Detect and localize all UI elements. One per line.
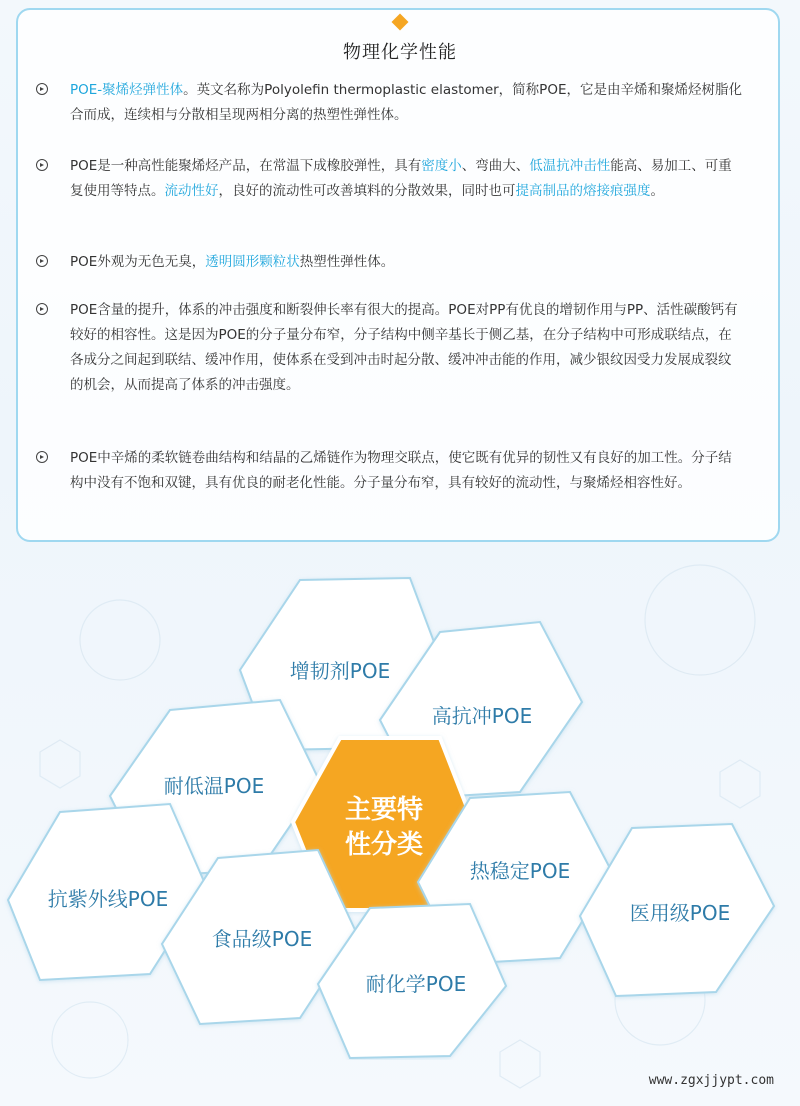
arrow-circle-icon <box>36 255 48 267</box>
paragraph-3-seg-2: 热塑性弹性体。 <box>299 254 395 270</box>
hex-label-chemical-resistant: 耐化学POE <box>365 972 467 996</box>
hexagon-diagram-svg <box>0 560 800 1060</box>
hex-label-high-impact: 高抗冲POE <box>431 704 533 728</box>
paragraph-2-seg-7: 提高制品的熔接痕强度 <box>515 183 651 199</box>
hex-label-toughening: 增韧剂POE <box>289 659 391 683</box>
paragraph-4-seg-0: POE含量的提升，体系的冲击强度和断裂伸长率有很大的提高。POE对PP有优良的增韧作用与PP、活性碳酸钙有较好的相容性。这是因为POE的分子量分布窄，分子结构中侧辛基长于侧乙基，在分子结构中可形成联结点，在各成分之间起到联结、缓冲作用，使体系在受到冲击时起分散、缓冲冲击能的作用，减少银纹因受力发展成裂纹的机会，从而提高了体系的冲击强度。 <box>70 302 738 393</box>
center-label-line1: 主要特 <box>344 795 424 825</box>
paragraph-2-seg-6: ，良好的流动性可改善填料的分散效果，同时也可 <box>218 183 516 199</box>
hex-label-food-grade: 食品级POE <box>211 927 313 951</box>
paragraph-3-seg-1: 透明圆形颗粒状 <box>205 254 300 270</box>
hex-item-medical-grade <box>580 824 774 996</box>
paragraph-2-seg-1: 密度小 <box>421 158 462 174</box>
paragraph-2-seg-8: 。 <box>650 183 664 199</box>
site-watermark: www.zgxjjypt.com <box>648 1073 774 1088</box>
paragraph-3-seg-0: POE外观为无色无臭， <box>70 254 206 270</box>
center-label-line2: 性分类 <box>344 830 424 860</box>
hex-label-medical-grade: 医用级POE <box>629 901 731 925</box>
hex-label-low-temp: 耐低温POE <box>163 774 265 798</box>
section-title: 物理化学性能 <box>343 42 457 63</box>
paragraph-1-seg-0: POE-聚烯烃弹性体 <box>70 82 184 98</box>
paragraph-2-seg-5: 流动性好 <box>164 183 219 199</box>
arrow-circle-icon <box>36 159 48 171</box>
paragraph-2-seg-4: 能高、易加工、可重复使用等特点。 <box>70 158 732 199</box>
paragraph-2-seg-0: POE是一种高性能聚烯烃产品，在常温下成橡胶弹性，具有 <box>70 158 422 174</box>
paragraph-3 <box>70 250 742 275</box>
arrow-circle-icon <box>36 303 48 315</box>
paragraph-2-seg-2: 、弯曲大、 <box>461 158 530 174</box>
paragraph-2-seg-3: 低温抗冲击性 <box>529 158 611 174</box>
hex-label-uv-resistant: 抗紫外线POE <box>47 887 169 911</box>
paragraph-4 <box>70 298 742 398</box>
paragraph-1-seg-1: 。英文名称为Polyolefin thermoplastic elastomer，简称POE，它是由辛烯和聚烯烃树脂化合而成，连续相与分散相呈现两相分离的热塑性弹性体。 <box>70 82 742 123</box>
paragraph-5-seg-0: POE中辛烯的柔软链卷曲结构和结晶的乙烯链作为物理交联点，使它既有优异的韧性又有良好的加工性。分子结构中没有不饱和双键，具有优良的耐老化性能。分子量分布窄，具有较好的流动性，与聚烯烃相容性好。 <box>70 450 732 491</box>
hex-label-heat-stable: 热稳定POE <box>469 859 571 883</box>
paragraph-2 <box>70 154 742 204</box>
paragraph-1 <box>70 78 742 128</box>
arrow-circle-icon <box>36 451 48 463</box>
paragraph-5 <box>70 446 742 496</box>
arrow-circle-icon <box>36 83 48 95</box>
category-hexagon-diagram <box>0 560 800 1060</box>
